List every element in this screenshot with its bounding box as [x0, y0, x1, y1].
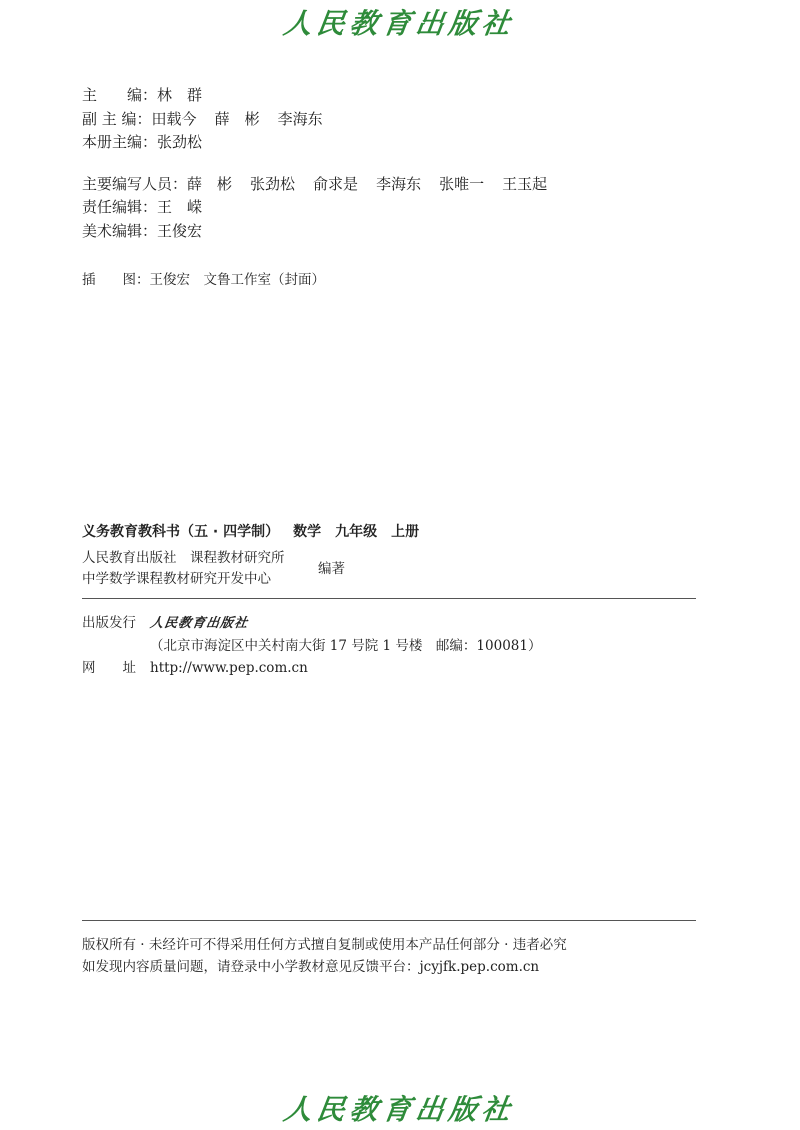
chief-editor-label: 主 编： — [82, 86, 158, 104]
logo-text: 人民教育出版社 — [281, 7, 518, 40]
deputy-editor-label: 副 主 编： — [82, 109, 152, 128]
credits-block — [82, 84, 547, 243]
deputy-editor-name: 薛 彬 — [214, 109, 260, 128]
copyright-notice: 版权所有 · 未经许可不得采用任何方式擅自复制或使用本产品任何部分 · 违者必究 — [82, 937, 567, 953]
responsible-editor-row — [82, 196, 547, 220]
writers-label: 主要编写人员： — [82, 174, 188, 193]
publisher-row — [82, 612, 541, 635]
publisher-address: （北京市海淀区中关村南大街 17 号院 1 号楼 邮编：100081） — [150, 638, 542, 654]
book-grade: 九年级 — [335, 524, 378, 540]
illustration-credit: 王俊宏 文鲁工作室（封面） — [149, 272, 325, 288]
deputy-editor-row — [82, 108, 547, 132]
writer-name: 王玉起 — [502, 174, 548, 193]
logo-text: 人民教育出版社 — [281, 1093, 518, 1126]
writer-name: 张唯一 — [439, 174, 485, 193]
website-label: 网 址 — [82, 660, 136, 676]
responsible-editor-name: 王 嵘 — [157, 198, 203, 216]
book-series: 义务教育教科书（五 · 四学制） — [82, 524, 280, 540]
art-editor-row — [82, 220, 547, 244]
publisher-mini-logo: 人民教育出版社 — [149, 616, 250, 631]
deputy-editor-name: 李海东 — [277, 109, 323, 128]
chief-editor-name: 林 群 — [157, 86, 203, 104]
volume-editor-row — [82, 131, 547, 155]
responsible-editor-label: 责任编辑： — [82, 198, 158, 216]
publisher-line-1: 人民教育出版社 课程教材研究所 — [82, 550, 285, 566]
book-subject: 数学 — [293, 524, 322, 540]
edited-by-label: 编著 — [318, 561, 345, 577]
publisher-logo-bottom — [0, 1088, 800, 1128]
illustration-row — [82, 268, 325, 288]
deputy-editor-name: 田载今 — [151, 109, 197, 128]
book-volume: 上册 — [391, 524, 420, 540]
divider-top — [82, 598, 696, 599]
publisher-line-2: 中学数学课程教材研究开发中心 — [82, 571, 271, 587]
writer-name: 薛 彬 — [187, 174, 233, 193]
book-info — [82, 521, 419, 592]
writer-name: 张劲松 — [250, 174, 296, 193]
illustration-label: 插 图： — [82, 272, 150, 288]
book-title — [82, 521, 419, 541]
writer-name: 李海东 — [376, 174, 422, 193]
feedback-notice: 如发现内容质量问题，请登录中小学教材意见反馈平台：jcyjfk.pep.com.cn — [82, 959, 540, 975]
book-publishers — [82, 548, 419, 592]
publisher-label: 出版发行 — [82, 615, 136, 631]
footer — [82, 934, 567, 978]
website-row — [82, 657, 541, 679]
publication-info — [82, 612, 541, 679]
writer-name: 俞求是 — [313, 174, 359, 193]
writers-row — [82, 173, 547, 197]
website-link[interactable]: http://www.pep.com.cn — [150, 660, 308, 676]
volume-editor-name: 张劲松 — [157, 133, 203, 151]
chief-editor-row — [82, 84, 547, 108]
volume-editor-label: 本册主编： — [82, 133, 158, 151]
divider-bottom — [82, 920, 696, 921]
publisher-logo-top — [0, 2, 800, 42]
art-editor-label: 美术编辑： — [82, 221, 158, 240]
art-editor-name: 王俊宏 — [157, 221, 203, 240]
